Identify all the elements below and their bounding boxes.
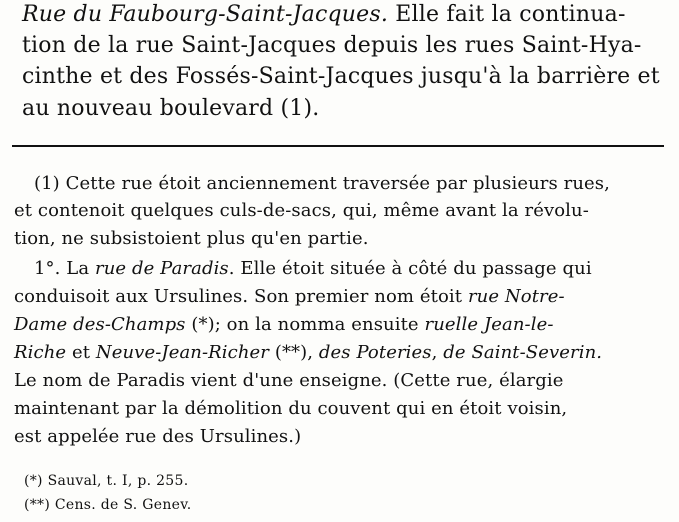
main-line-3: cinthe et des Fossés-Saint-Jacques jusqu'à la barrière et bbox=[22, 64, 660, 89]
footnote-1: (*) Sauval, t. I, p. 255. bbox=[24, 473, 189, 489]
note2-line-1 bbox=[34, 258, 592, 279]
des-poteries: des Poteries bbox=[318, 342, 432, 363]
main-line-2: tion de la rue Saint-Jacques depuis les rues Saint-Hya- bbox=[22, 33, 642, 58]
note2-l4-d: (**), bbox=[269, 342, 319, 363]
note2-line-7: est appelée rue des Ursulines.) bbox=[14, 426, 302, 447]
note2-l4-b: et bbox=[66, 342, 96, 363]
note2-l1-a: 1°. La bbox=[34, 258, 96, 279]
main-line-1-rest: Elle fait la continua- bbox=[388, 2, 626, 27]
rue-de-paradis: rue de Paradis bbox=[95, 258, 229, 279]
note2-line-6: maintenant par la démolition du couvent qui en étoit voisin, bbox=[14, 398, 568, 419]
neuve-jean-richer: Neuve-Jean-Richer bbox=[95, 342, 269, 363]
main-line-4: au nouveau boulevard (1). bbox=[22, 96, 320, 121]
footnote-2: (**) Cens. de S. Genev. bbox=[24, 497, 192, 513]
note2-l4-f: , bbox=[431, 342, 444, 363]
street-heading: Rue du Faubourg-Saint-Jacques. bbox=[22, 2, 389, 27]
note2-line-5: Le nom de Paradis vient d'une enseigne. (Cette rue, élargie bbox=[14, 370, 564, 391]
main-line-1 bbox=[22, 2, 626, 27]
ruelle-jean-le: ruelle Jean-le- bbox=[424, 314, 554, 335]
dame-des-champs: Dame des-Champs bbox=[14, 314, 186, 335]
note2-line-4 bbox=[14, 342, 602, 363]
note2-line-2 bbox=[14, 286, 565, 307]
note2-l2-a: conduisoit aux Ursulines. Son premier nom étoit bbox=[14, 286, 468, 307]
de-saint-severin: de Saint-Severin. bbox=[443, 342, 603, 363]
riche: Riche bbox=[14, 342, 67, 363]
note2-l1-c: . Elle étoit située à côté du passage qui bbox=[228, 258, 592, 279]
note2-l3-b: (*); on la nomma ensuite bbox=[185, 314, 425, 335]
note1-line-1: (1) Cette rue étoit anciennement traversée par plusieurs rues, bbox=[34, 173, 610, 194]
separator-rule bbox=[12, 145, 664, 147]
note1-line-2: et contenoit quelques culs-de-sacs, qui, même avant la révolu- bbox=[14, 200, 589, 221]
rue-notre: rue Notre- bbox=[467, 286, 565, 307]
note1-line-3: tion, ne subsistoient plus qu'en partie. bbox=[14, 228, 369, 249]
note2-line-3 bbox=[14, 314, 554, 335]
